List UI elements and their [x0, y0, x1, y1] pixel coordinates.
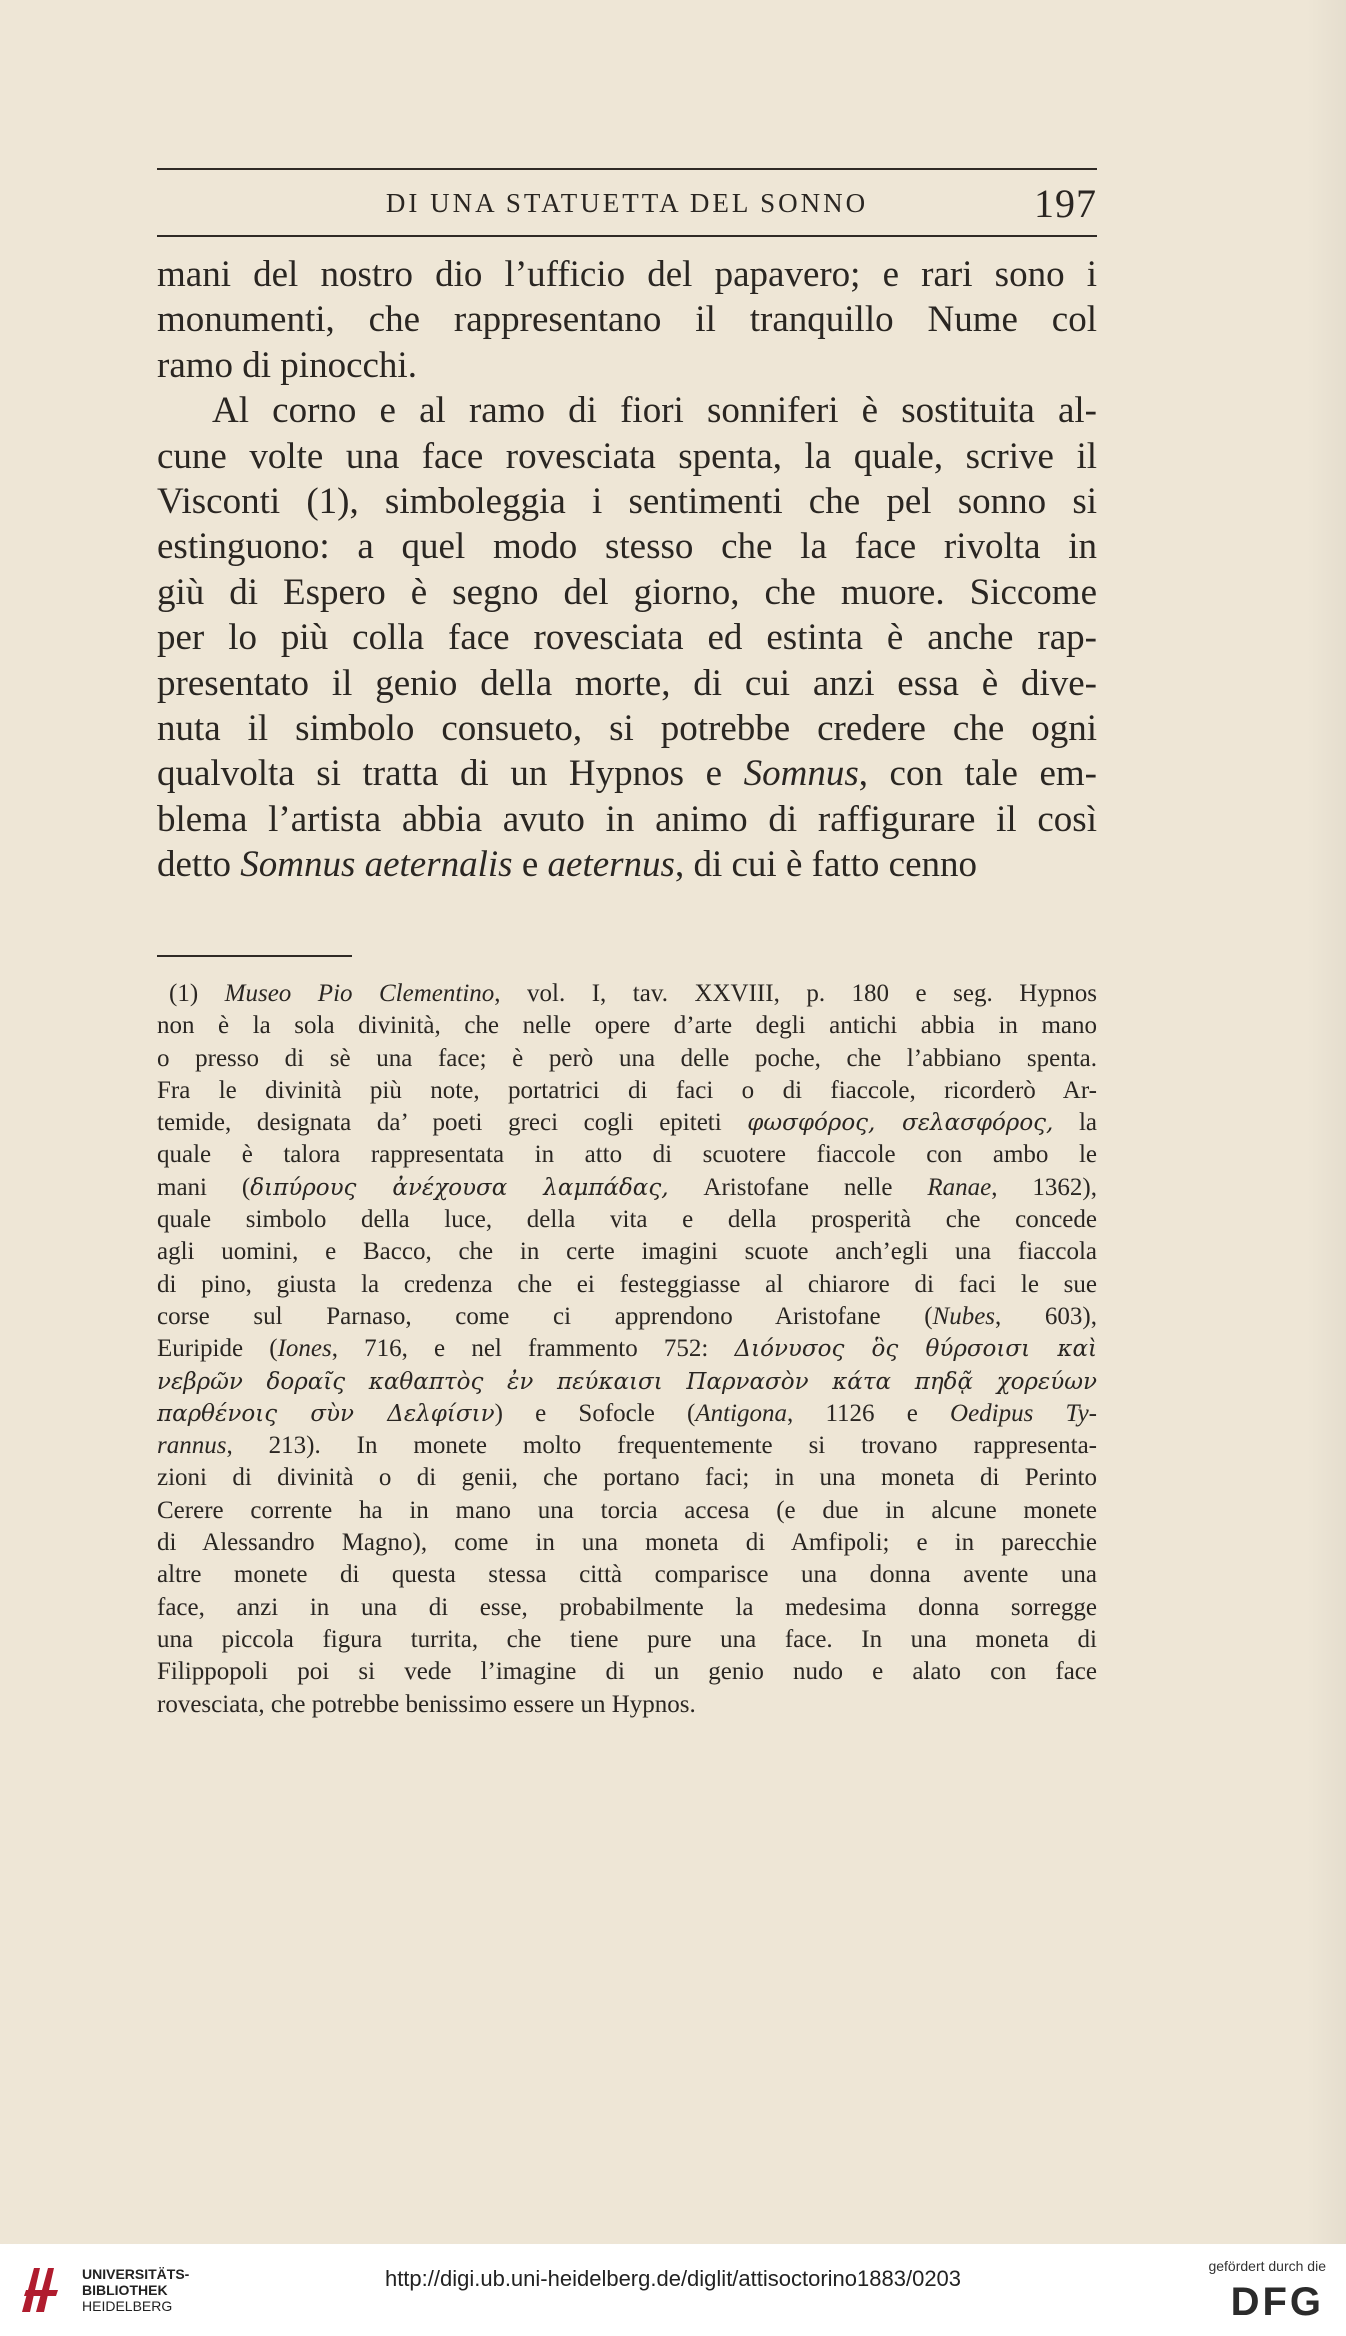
text-line: ramo di pinocchi. — [157, 344, 417, 386]
paragraph-2 — [157, 388, 1097, 887]
italic-title: Oedipus Ty- — [950, 1399, 1098, 1427]
text-segment: , con tale em- — [858, 753, 1097, 795]
footnote-line: o presso di sè una face; è però una delle poche, che l’abbiano spenta. — [157, 1044, 1097, 1072]
text-segment: temide, designata da’ poeti greci cogli epiteti — [157, 1109, 748, 1137]
paragraph-1 — [157, 252, 1097, 388]
greek-text: νεβρῶν δοραῖς καθαπτὸς ἐν πεύκαισι Παρνασὸν κάτα πηδᾷ χορεύων — [157, 1368, 1097, 1395]
greek-text: διπύρους ἀνέχουσα λαμπάδας, — [250, 1174, 669, 1201]
text-segment: Euripide ( — [157, 1335, 278, 1363]
footnote-marker: (1) — [169, 980, 225, 1007]
library-name-line: HEIDELBERG — [82, 2298, 173, 2314]
text-line: blema l’artista abbia avuto in animo di raffigurare il così — [157, 798, 1097, 840]
text-line: presentato il genio della morte, di cui anzi essa è dive- — [157, 662, 1097, 704]
text-segment: ) e Sofocle ( — [494, 1399, 696, 1427]
footnote-line: agli uomini, e Bacco, che in certe imagini scuote anch’egli una fiaccola — [157, 1238, 1097, 1266]
footnote — [157, 978, 1097, 1721]
text-segment: corse sul Parnaso, come ci apprendono Aristofane ( — [157, 1302, 933, 1330]
page-shading — [1306, 0, 1346, 2244]
footnote-line: di Alessandro Magno), come in una moneta di Amfipoli; e in parecchie — [157, 1529, 1097, 1557]
footnote-line — [157, 1366, 1097, 1398]
text-segment: qualvolta si tratta di un Hypnos e — [157, 753, 744, 795]
italic-title: Ranae — [927, 1173, 992, 1201]
footnote-line: di pino, giusta la credenza che ei festeggiasse al chiarore di faci le sue — [157, 1270, 1097, 1298]
header-rule-bottom — [157, 235, 1097, 237]
italic-title: Iones — [277, 1335, 332, 1363]
footnote-line: quale simbolo della luce, della vita e della prosperità che concede — [157, 1206, 1097, 1234]
italic-title: Antigona — [695, 1399, 787, 1427]
footnote-rule — [157, 955, 352, 957]
italic-title: Somnus aeternalis — [240, 844, 513, 886]
footnote-line — [157, 1398, 1097, 1430]
footnote-line: zioni di divinità o di genii, che portano faci; in una moneta di Perinto — [157, 1464, 1097, 1492]
footnote-line: Fra le divinità più note, portatrici di faci o di fiaccole, ricorderò Ar- — [157, 1076, 1097, 1104]
text-segment: , vol. I, tav. XXVIII, p. 180 e seg. Hypnos — [494, 980, 1097, 1007]
text-line: giù di Espero è segno del giorno, che muore. Siccome — [157, 571, 1097, 613]
text-segment: e — [512, 844, 548, 886]
funding-note: gefördert durch die — [1208, 2258, 1326, 2274]
italic-title: Museo Pio Clementino — [224, 980, 495, 1007]
footnote-line — [157, 1172, 1097, 1204]
text-segment: , 603), — [995, 1302, 1098, 1330]
greek-text: Διόνυσος ὃς θύρσοισι καὶ — [734, 1336, 1097, 1363]
running-title: DI UNA STATUETTA DEL SONNO — [385, 187, 869, 218]
footnote-line: non è la sola divinità, che nelle opere d’arte degli antichi abbia in mano — [157, 1012, 1097, 1040]
text-line: estinguono: a quel modo stesso che la face rivolta in — [157, 526, 1097, 568]
text-line: Visconti (1), simboleggia i sentimenti che pel sonno si — [157, 481, 1097, 523]
permalink-url[interactable]: http://digi.ub.uni-heidelberg.de/diglit/attisoctorino1883/0203 — [384, 2266, 962, 2291]
text-segment: detto — [157, 844, 241, 886]
footnote-line: rovesciata, che potrebbe benissimo essere un Hypnos. — [157, 1690, 696, 1718]
text-line: nuta il simbolo consueto, si potrebbe credere che ogni — [157, 708, 1097, 750]
running-header — [157, 178, 1097, 228]
viewer-footer — [0, 2244, 1346, 2336]
italic-title: Somnus — [743, 753, 859, 795]
footnote-line — [157, 1333, 1097, 1365]
footnote-line: altre monete di questa stessa città comparisce una donna avente una — [157, 1561, 1097, 1589]
text-line: Al corno e al ramo di fiori sonniferi è sostituita al- — [212, 390, 1097, 432]
header-rule-top — [157, 168, 1097, 170]
greek-text: φωσφόρος, σελασφόρος, — [747, 1110, 1054, 1137]
footnote-line: una piccola figura turrita, che tiene pure una face. In una moneta di — [157, 1625, 1097, 1653]
italic-title: rannus — [157, 1432, 227, 1460]
text-line: per lo più colla face rovesciata ed estinta è anche rap- — [157, 617, 1097, 659]
text-segment: Aristofane nelle — [668, 1173, 928, 1201]
footnote-line: Filippopoli poi si vede l’imagine di un genio nudo e alato con face — [157, 1658, 1097, 1686]
library-name-line: UNIVERSITÄTS- — [82, 2266, 190, 2282]
text-segment: , 716, e nel frammento 752: — [331, 1335, 735, 1363]
italic-title: aeternus — [547, 844, 675, 886]
text-line: monumenti, che rappresentano il tranquillo Nume col — [157, 299, 1097, 341]
italic-title: Nubes — [932, 1302, 996, 1330]
footnote-line — [157, 1430, 1097, 1462]
footnote-line: quale è talora rappresentata in atto di scuotere fiaccole con ambo le — [157, 1141, 1097, 1169]
text-line — [157, 751, 1097, 796]
text-segment: , 1126 e — [787, 1399, 951, 1427]
text-segment: , 213). In monete molto frequentemente si trovano rappresenta- — [226, 1432, 1097, 1460]
dfg-logo: DFG — [1230, 2280, 1324, 2324]
footnote-line — [157, 978, 1097, 1010]
text-line — [157, 842, 1097, 887]
text-segment: la — [1053, 1109, 1098, 1137]
greek-text: παρθένοις σὺν Δελφίσιν — [157, 1400, 495, 1427]
footnote-line: face, anzi in una di esse, probabilmente la medesima donna sorregge — [157, 1593, 1097, 1621]
text-line: mani del nostro dio l’ufficio del papavero; e rari sono i — [157, 254, 1097, 295]
text-segment: , di cui è fatto cenno — [674, 844, 978, 886]
footnote-line: Cerere corrente ha in mano una torcia accesa (e due in alcune monete — [157, 1496, 1097, 1524]
page-number: 197 — [1034, 181, 1097, 226]
footnote-line — [157, 1107, 1097, 1139]
text-segment: , 1362), — [991, 1173, 1097, 1201]
text-segment: mani ( — [157, 1173, 251, 1201]
footnote-line — [157, 1301, 1097, 1333]
text-line: cune volte una face rovesciata spenta, la quale, scrive il — [157, 435, 1097, 477]
main-text — [157, 252, 1097, 888]
library-name-line: BIBLIOTHEK — [82, 2282, 168, 2298]
